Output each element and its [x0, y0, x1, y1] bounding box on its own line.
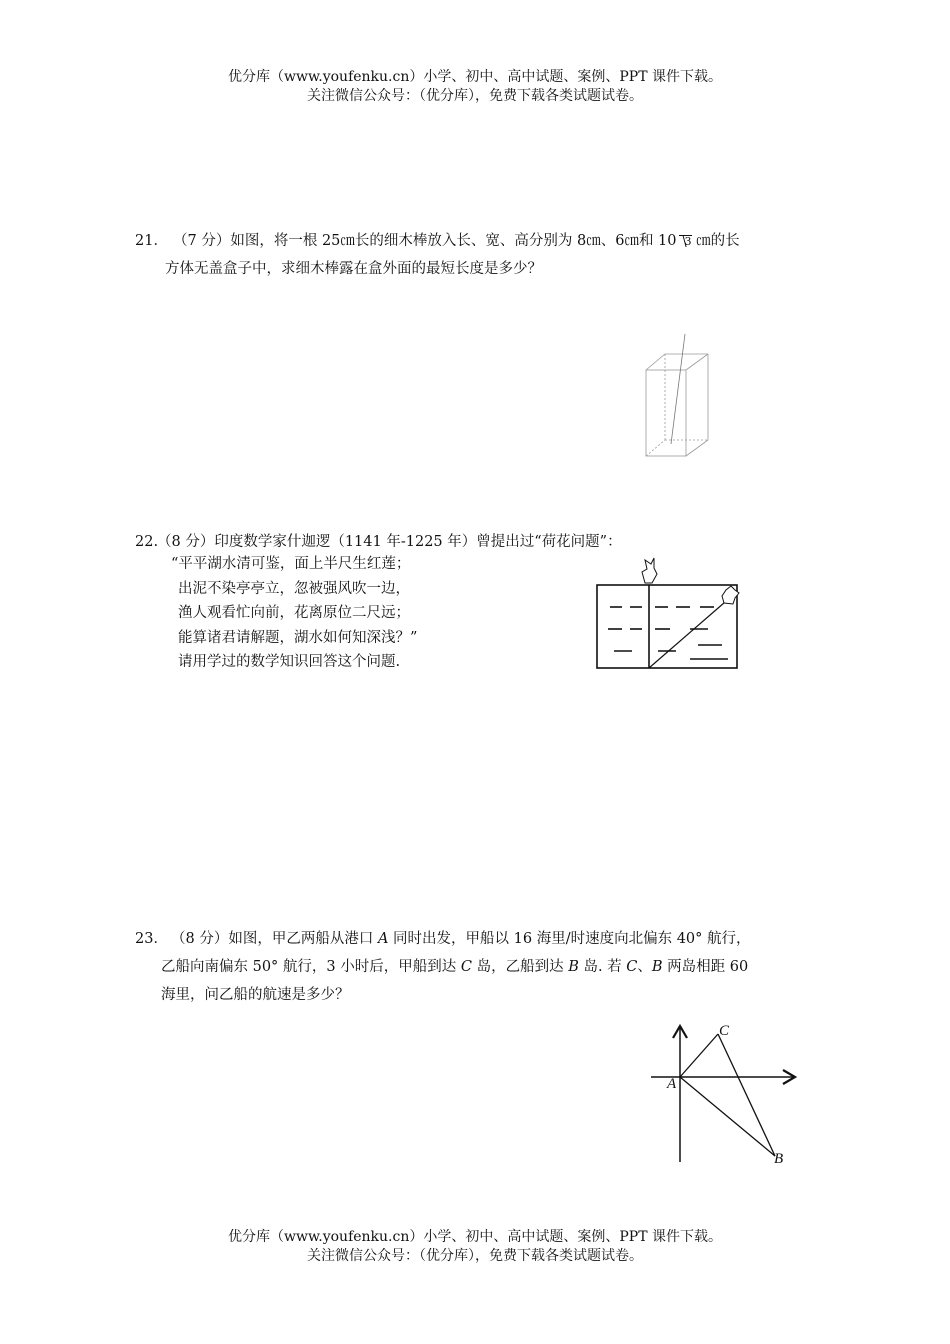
question-text: （8 分）如图，甲乙两船从港口: [171, 931, 378, 947]
question-text: ㎝的长: [691, 233, 740, 249]
sqrt-symbol: 3: [679, 235, 692, 248]
poem-line: 渔人观看忙向前，花离原位二尺远；: [178, 605, 410, 621]
box-stick-figure: [640, 330, 720, 465]
question-text: （7 分）如图，将一根 25㎝长的细木棒放入长、宽、高分别为 8㎝、6㎝和 10: [173, 233, 677, 249]
poem-line: 出泥不染亭亭立，忽被强风吹一边，: [178, 580, 410, 597]
question-number: 22.: [135, 534, 159, 550]
header-line-2: 关注微信公众号：（优分库），免费下载各类试题试卷。: [307, 88, 643, 104]
question-text: 海里，问乙船的航速是多少？: [161, 987, 350, 1003]
lotus-lake-figure: [590, 552, 750, 674]
header-line-1: 优分库（www.youfenku.cn）小学、初中、高中试题、案例、PPT 课件下载。: [227, 69, 722, 85]
point-label: B: [651, 959, 663, 975]
wooden-stick: [671, 334, 685, 444]
question-text: 两岛相距 60: [662, 959, 749, 975]
point-label: C: [460, 959, 472, 975]
poem-line: “平平湖水清可鉴，面上半尺生红莲；: [171, 556, 411, 572]
point-label: A: [377, 931, 389, 947]
point-label: B: [568, 959, 579, 975]
lotus-poem: [171, 552, 417, 675]
footer-line-2: 关注微信公众号：（优分库），免费下载各类试题试卷。: [307, 1248, 643, 1264]
point-label: C: [626, 959, 638, 975]
lotus-upright-icon: [642, 558, 657, 583]
poem-line: 请用学过的数学知识回答这个问题.: [178, 654, 401, 670]
question-number: 21．: [135, 233, 168, 249]
question-text: 同时出发，甲船以 16 海里/时速度向北偏东 40° 航行，: [388, 931, 751, 947]
question-number: 23．: [135, 931, 168, 947]
question-text: 、: [637, 959, 652, 975]
footer-line-1: 优分库（www.youfenku.cn）小学、初中、高中试题、案例、PPT 课件下载。: [227, 1229, 722, 1245]
question-text: 方体无盖盒子中，求细木棒露在盒外面的最短长度是多少？: [165, 261, 542, 277]
question-text: 乙船向南偏东 50° 航行，3 小时后，甲船到达: [161, 959, 461, 975]
point-label-c: C: [719, 1023, 730, 1039]
poem-line: 能算诸君请解题，湖水如何知深浅？”: [178, 629, 418, 646]
ships-compass-figure: [645, 1018, 810, 1168]
question-text: 岛，乙船到达: [471, 959, 569, 975]
question-text: 岛. 若: [578, 959, 627, 975]
point-label-b: B: [774, 1151, 784, 1167]
point-label-a: A: [667, 1076, 677, 1092]
question-text: （8 分）印度数学家什迦逻（1141 年-1225 年）曾提出过“荷花问题”：: [157, 534, 622, 550]
